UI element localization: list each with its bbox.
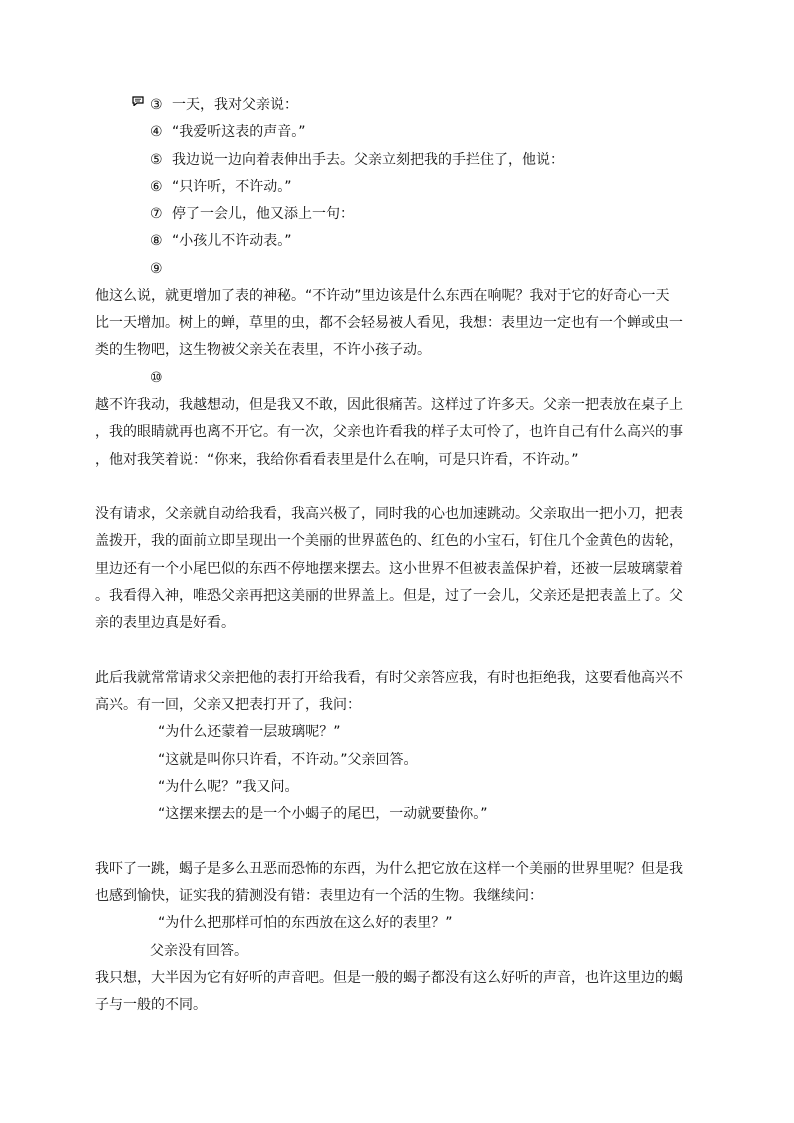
paragraph-line: 我吓了一跳，蝎子是多么丑恶而恐怖的东西，为什么把它放在这样一个美丽的世界里呢？但是我	[95, 861, 683, 877]
dialogue-line: “为什么还蒙着一层玻璃呢？”	[158, 724, 341, 740]
paragraph-line: 此后我就常常请求父亲把他的表打开给我看，有时父亲答应我，有时也拒绝我，这要看他高兴不	[95, 670, 683, 686]
line-text: 我边说一边向着表伸出手去。父亲立刻把我的手拦住了，他说：	[172, 152, 564, 168]
paragraph-line: 。我看得入神，唯恐父亲再把这美丽的世界盖上。但是，过了一会儿，父亲还是把表盖上了。父	[95, 588, 683, 604]
line-number: ⑤	[150, 152, 163, 168]
dialogue-line: “为什么呢？”我又问。	[158, 779, 299, 795]
line-text: 停了一会儿，他又添上一句：	[172, 206, 354, 222]
paragraph-line: ，他对我笑着说：“你来，我给你看看表里是什么在响，可是只许看，不许动。”	[95, 452, 579, 468]
numbered-line	[150, 232, 292, 250]
line-text: “小孩儿不许动表。”	[172, 233, 292, 249]
paragraph-line: 比一天增加。树上的蝉，草里的虫，都不会轻易被人看见，我想：表里边一定也有一个蝉或虫一	[95, 315, 683, 331]
line-number: ⑨	[150, 261, 163, 277]
numbered-line	[150, 123, 306, 141]
numbered-line	[150, 205, 354, 223]
paragraph-line: ，我的眼睛就再也离不开它。有一次，父亲也许看我的样子太可怜了，也许自己有什么高兴的事	[95, 424, 683, 440]
line-number: ⑦	[150, 206, 163, 222]
paragraph-number: ⑩	[150, 370, 163, 386]
comment-icon[interactable]	[132, 96, 144, 106]
paragraph-line: 类的生物吧，这生物被父亲关在表里，不许小孩子动。	[95, 342, 431, 358]
reply-line: 父亲没有回答。	[150, 943, 248, 959]
dialogue-line: “为什么把那样可怕的东西放在这么好的表里？”	[158, 915, 453, 931]
line-number: ⑥	[150, 179, 163, 195]
paragraph-line: 越不许我动，我越想动，但是我又不敢，因此很痛苦。这样过了许多天。父亲一把表放在桌子上	[95, 397, 683, 413]
dialogue-line: “这摆来摆去的是一个小蝎子的尾巴，一动就要蛰你。”	[158, 806, 488, 822]
paragraph-line: 也感到愉快，证实我的猜测没有错：表里边有一个活的生物。我继续问：	[95, 888, 543, 904]
paragraph-line: 高兴。有一回，父亲又把表打开了，我问：	[95, 697, 361, 713]
line-text: “只许听，不许动。”	[172, 179, 292, 195]
line-text: “我爱听这表的声音。”	[172, 124, 306, 140]
paragraph-line: 子与一般的不同。	[95, 997, 207, 1013]
line-number: ④	[150, 124, 163, 140]
paragraph-line: 盖拨开，我的面前立即呈现出一个美丽的世界蓝色的、红色的小宝石，钉住几个金黄色的齿轮，	[95, 533, 683, 549]
paragraph-line: 里边还有一个小尾巴似的东西不停地摆来摆去。这小世界不但被表盖保护着，还被一层玻璃蒙着	[95, 561, 683, 577]
numbered-line	[150, 178, 292, 196]
numbered-line	[150, 260, 172, 278]
line-text: 一天，我对父亲说：	[172, 97, 298, 113]
line-number: ⑧	[150, 233, 163, 249]
dialogue-line: “这就是叫你只许看，不许动。”父亲回答。	[158, 752, 418, 768]
paragraph-line: 我只想，大半因为它有好听的声音吧。但是一般的蝎子都没有这么好听的声音，也许这里边的蝎	[95, 970, 683, 986]
paragraph-line: 他这么说，就更增加了表的神秘。“不许动”里边该是什么东西在响呢？我对于它的好奇心一天	[95, 288, 670, 304]
numbered-line	[150, 96, 298, 114]
paragraph-line: 没有请求，父亲就自动给我看，我高兴极了，同时我的心也加速跳动。父亲取出一把小刀，把表	[95, 506, 683, 522]
paragraph-line: 亲的表里边真是好看。	[95, 615, 235, 631]
line-number: ③	[150, 97, 163, 113]
numbered-line	[150, 151, 564, 169]
